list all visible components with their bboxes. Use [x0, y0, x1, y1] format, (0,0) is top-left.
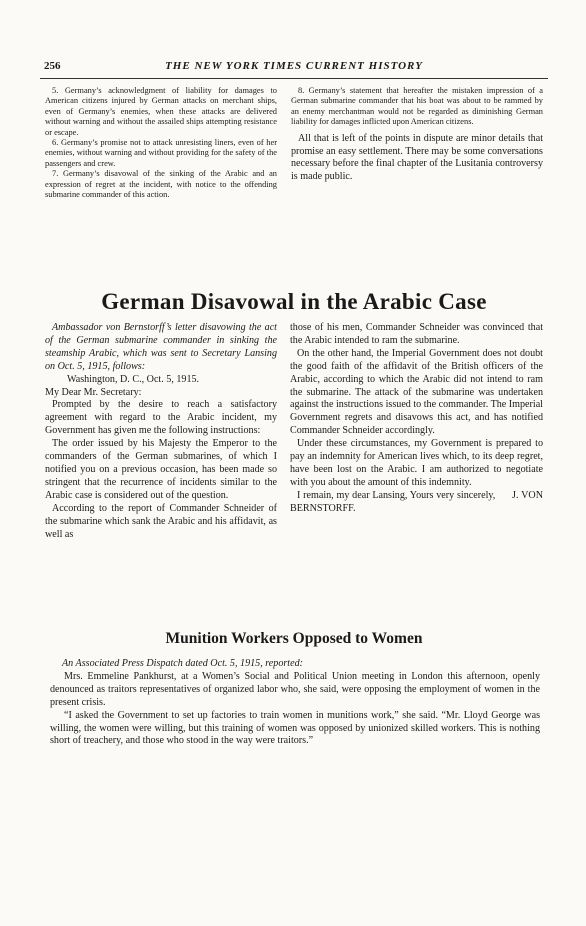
top-right-column — [291, 86, 543, 184]
page-header — [40, 60, 548, 74]
article-title: Munition Workers Opposed to Women — [165, 630, 423, 647]
salutation: My Dear Mr. Secretary: — [45, 386, 142, 398]
paragraph: Mrs. Emmeline Pankhurst, at a Women’s Social and Political Union meeting in London this afternoon, openly denounced as traitors representatives of organized labor who, she said, were opposing the employment of women in the present crisis. — [50, 670, 540, 708]
running-title: THE NEW YORK TIMES CURRENT HISTORY — [165, 60, 423, 72]
page-number: 256 — [44, 60, 61, 72]
paragraph: The order issued by his Majesty the Emperor to the commanders of the German submarines, of which I notified you on a previous occasion, has been made so stringent that the recurrence of incidents similar to the Arabic case is considered out of the question. — [45, 438, 277, 501]
paragraph: According to the report of Commander Schneider of the submarine which sank the Arabic and his affidavit, as well as — [45, 502, 277, 540]
paragraph: On the other hand, the Imperial Government does not doubt the good faith of the affidavit of the British officers of the Arabic, according to which the Arabic did not intend to ram the submarine. The attack of the submarine was undertaken against the instructions issued to the commander. The Imperial Government regrets and disavows this act, and has notified Commander Schneider accordingly. — [290, 347, 543, 437]
signature: I remain, my dear Lansing, Yours very sincerely, J. VON BERNSTORFF. — [290, 489, 546, 514]
list-item: 7. Germany’s disavowal of the sinking of the Arabic and an expression of regret at the incident, with notice to the offending submarine commander of this action. — [45, 169, 277, 200]
dateline: Washington, D. C., Oct. 5, 1915. — [67, 373, 200, 385]
article-intro: Ambassador von Bernstorff’s letter disavowing the act of the German submarine commander in sinking the steamship Arabic, which was sent to Secretary Lansing on Oct. 5, 1915, follows: — [45, 322, 277, 372]
article-title: German Disavowal in the Arabic Case — [101, 289, 487, 314]
paragraph: those of his men, Commander Schneider was convinced that the Arabic intended to ram the submarine. — [290, 322, 543, 346]
article2-body — [50, 658, 540, 748]
article1-right-column — [290, 322, 546, 516]
article1-left-column — [45, 322, 277, 541]
list-item: 6. Germany’s promise not to attack unresisting liners, even of her enemies, without warning and without providing for the safety of the passengers and crew. — [45, 138, 277, 168]
article-lead: An Associated Press Dispatch dated Oct. 5, 1915, reported: — [62, 658, 304, 669]
closing-paragraph: All that is left of the points in dispute are minor details that promise an easy settlement. There may be some conversations necessary before the final chapter of the Lusitania controversy is made public. — [291, 132, 543, 183]
paragraph: Prompted by the desire to reach a satisfactory agreement with regard to the Arabic incident, my Government has given me the following instructions: — [45, 399, 277, 437]
list-item: 8. Germany’s statement that hereafter the mistaken impression of a German submarine commander that his boat was about to be rammed by an enemy merchantman would not be regarded as diminishing German liability for damages inflicted upon American citizens. — [291, 86, 543, 127]
header-rule — [40, 78, 548, 79]
paragraph: “I asked the Government to set up factories to train women in munitions work,” she said. “Mr. Lloyd George was willing, the women were willing, but this training of women was opposed by unionized skilled workers. This is nothing short of treachery, and those who stood in the way were traitors.” — [50, 709, 540, 747]
list-item: 5. Germany’s acknowledgment of liability for damages to American citizens injured by German attacks on merchant ships, even of Germany’s enemies, when these attacks are delivered without warning and without the assailed ships attempting resistance or escape. — [45, 86, 277, 137]
top-left-column — [45, 86, 277, 200]
paragraph: Under these circumstances, my Government is prepared to pay an indemnity for American lives which, to its deep regret, have been lost on the Arabic. I am authorized to negotiate with you about the amount of this indemnity. — [290, 438, 543, 488]
